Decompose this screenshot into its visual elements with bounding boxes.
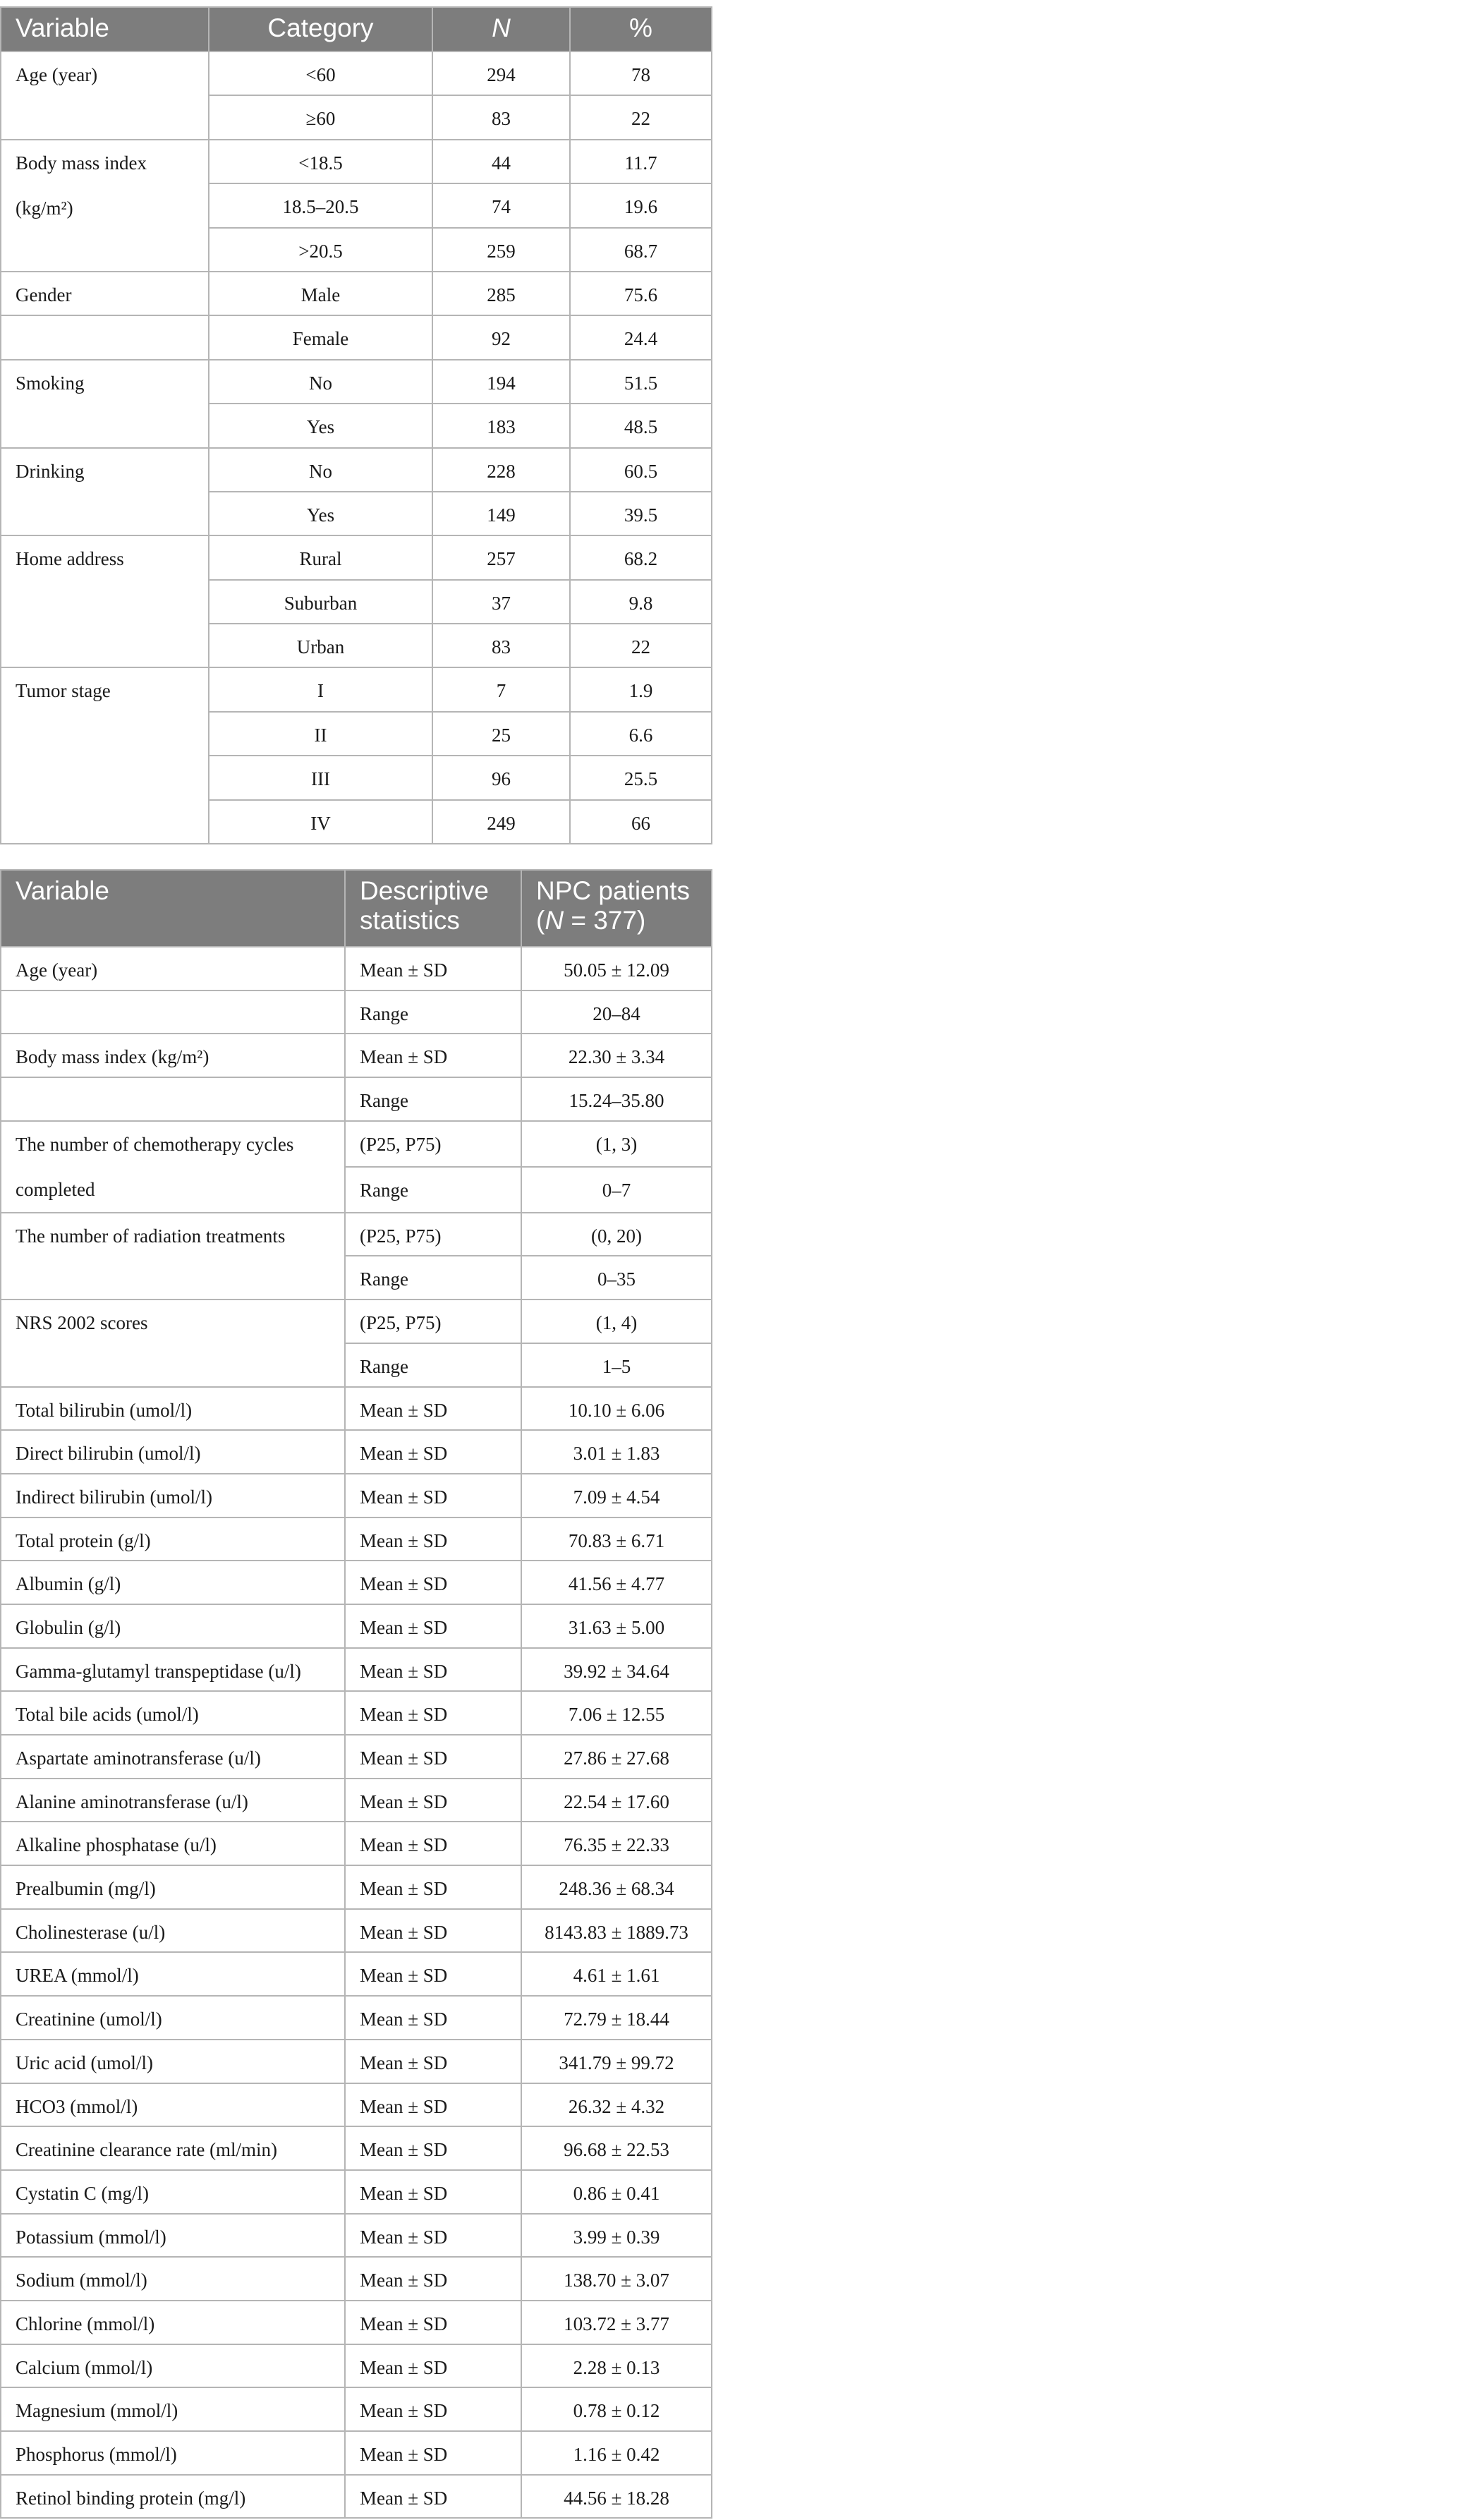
n-cell: 74 [432,183,570,227]
table-row [1,2431,712,2475]
n-cell: 83 [432,624,570,667]
descriptive-statistic-cell: Mean ± SD [345,1034,521,1077]
table-row [1,2387,712,2431]
descriptive-statistic-cell: Mean ± SD [345,2431,521,2475]
variable-cell: Indirect bilirubin (umol/l) [1,1474,345,1518]
npc-value-cell: 15.24–35.80 [521,1077,712,1121]
npc-value-cell: 4.61 ± 1.61 [521,1952,712,1996]
variable-cell: NRS 2002 scores [1,1300,345,1386]
table-row [1,1735,712,1779]
npc-value-cell: 2.28 ± 0.13 [521,2344,712,2388]
descriptive-statistic-cell: Mean ± SD [345,947,521,991]
descriptive-statistic-cell: Mean ± SD [345,1735,521,1779]
npc-value-cell: 248.36 ± 68.34 [521,1865,712,1909]
descriptive-statistic-cell: Mean ± SD [345,2040,521,2083]
npc-value-cell: 1.16 ± 0.42 [521,2431,712,2475]
category-cell: Urban [209,624,432,667]
n-cell: 83 [432,95,570,139]
npc-value-cell: 26.32 ± 4.32 [521,2083,712,2127]
variable-cell: Globulin (g/l) [1,1604,345,1648]
variable-cell: Uric acid (umol/l) [1,2040,345,2083]
category-cell: 18.5–20.5 [209,183,432,227]
descriptive-statistic-cell: Mean ± SD [345,1648,521,1692]
descriptive-statistic-cell: Mean ± SD [345,1822,521,1865]
table-header-row [1,7,712,52]
category-cell: Male [209,272,432,315]
category-cell: Yes [209,492,432,535]
table-row [1,667,712,711]
variable-cell: Drinking [1,448,209,536]
category-cell: <60 [209,52,432,95]
variable-cell: Cholinesterase (u/l) [1,1909,345,1953]
descriptive-statistic-cell: Mean ± SD [345,2344,521,2388]
column-header-descriptive-statistics: Descriptive statistics [345,870,521,947]
demographics-table-body [1,52,712,844]
table-row [1,535,712,579]
table-row [1,1909,712,1953]
n-cell: 37 [432,580,570,624]
table-row [1,140,712,183]
table-row [1,2040,712,2083]
variable-cell: Alkaline phosphatase (u/l) [1,1822,345,1865]
npc-value-cell: 31.63 ± 5.00 [521,1604,712,1648]
table-header-row [1,870,712,947]
variable-cell: Home address [1,535,209,667]
clinical-statistics-table [0,869,712,2519]
percent-cell: 51.5 [570,360,712,404]
column-header-npc-patients: NPC patients (N = 377) [521,870,712,947]
descriptive-statistic-cell: Range [345,1343,521,1387]
variable-cell: Age (year) [1,947,345,991]
clinical-statistics-table-body [1,947,712,2518]
npc-value-cell: (1, 3) [521,1121,712,1167]
table-row [1,272,712,315]
variable-cell: Calcium (mmol/l) [1,2344,345,2388]
n-cell: 228 [432,448,570,492]
percent-cell: 22 [570,624,712,667]
variable-cell: Albumin (g/l) [1,1561,345,1604]
table-row [1,1691,712,1735]
variable-cell: Gender [1,272,209,315]
percent-cell: 11.7 [570,140,712,183]
variable-cell: Prealbumin (mg/l) [1,1865,345,1909]
npc-value-cell: 103.72 ± 3.77 [521,2301,712,2344]
table-row [1,2344,712,2388]
npc-value-cell: 96.68 ± 22.53 [521,2126,712,2170]
npc-value-cell: 0–7 [521,1167,712,1213]
descriptive-statistic-cell: Mean ± SD [345,1430,521,1474]
percent-cell: 24.4 [570,315,712,359]
descriptive-statistic-cell: Mean ± SD [345,2214,521,2258]
variable-cell: Body mass index (kg/m²) [1,140,209,272]
variable-cell: Total bilirubin (umol/l) [1,1387,345,1431]
table-row [1,2475,712,2519]
npc-value-cell: 1–5 [521,1343,712,1387]
descriptive-statistic-cell: Range [345,991,521,1034]
descriptive-statistic-cell: Mean ± SD [345,2475,521,2519]
table-row [1,1952,712,1996]
column-header-category: Category [209,7,432,52]
table-row [1,1822,712,1865]
table-row [1,1996,712,2040]
n-cell: 249 [432,800,570,844]
percent-cell: 25.5 [570,756,712,799]
table-row [1,360,712,404]
percent-cell: 60.5 [570,448,712,492]
table-row [1,315,712,359]
variable-cell: Total protein (g/l) [1,1518,345,1561]
variable-cell: HCO3 (mmol/l) [1,2083,345,2127]
descriptive-statistic-cell: Range [345,1167,521,1213]
variable-cell: UREA (mmol/l) [1,1952,345,1996]
table-row [1,2257,712,2301]
percent-cell: 48.5 [570,404,712,447]
column-header-percent: % [570,7,712,52]
table-row [1,2214,712,2258]
percent-cell: 39.5 [570,492,712,535]
category-cell: >20.5 [209,228,432,272]
descriptive-statistic-cell: Mean ± SD [345,1779,521,1822]
n-cell: 96 [432,756,570,799]
descriptive-statistic-cell: Mean ± SD [345,1387,521,1431]
table-row [1,1518,712,1561]
table-row [1,448,712,492]
descriptive-statistic-cell: Mean ± SD [345,1604,521,1648]
table-row [1,2301,712,2344]
descriptive-statistic-cell: (P25, P75) [345,1121,521,1167]
percent-cell: 22 [570,95,712,139]
npc-value-cell: 0.78 ± 0.12 [521,2387,712,2431]
variable-cell: Direct bilirubin (umol/l) [1,1430,345,1474]
descriptive-statistic-cell: Mean ± SD [345,2257,521,2301]
variable-cell: Cystatin C (mg/l) [1,2170,345,2214]
variable-cell: Total bile acids (umol/l) [1,1691,345,1735]
category-cell: Suburban [209,580,432,624]
npc-value-cell: 20–84 [521,991,712,1034]
variable-cell: Tumor stage [1,667,209,844]
variable-cell: Alanine aminotransferase (u/l) [1,1779,345,1822]
npc-value-cell: 39.92 ± 34.64 [521,1648,712,1692]
table-row [1,1077,712,1121]
percent-cell: 19.6 [570,183,712,227]
percent-cell: 78 [570,52,712,95]
descriptive-statistic-cell: Mean ± SD [345,1561,521,1604]
category-cell: <18.5 [209,140,432,183]
npc-value-cell: 138.70 ± 3.07 [521,2257,712,2301]
table-row [1,1121,712,1167]
variable-cell [1,315,209,359]
descriptive-statistic-cell: Mean ± SD [345,1996,521,2040]
variable-cell: Phosphorus (mmol/l) [1,2431,345,2475]
npc-value-cell: 41.56 ± 4.77 [521,1561,712,1604]
variable-cell: Gamma-glutamyl transpeptidase (u/l) [1,1648,345,1692]
n-cell: 194 [432,360,570,404]
descriptive-statistic-cell: Range [345,1077,521,1121]
npc-value-cell: 76.35 ± 22.33 [521,1822,712,1865]
variable-cell: The number of radiation treatments [1,1213,345,1300]
variable-cell: Smoking [1,360,209,448]
npc-value-cell: (0, 20) [521,1213,712,1256]
descriptive-statistic-cell: Mean ± SD [345,1691,521,1735]
variable-cell [1,991,345,1034]
column-header-n: N [432,7,570,52]
npc-value-cell: 70.83 ± 6.71 [521,1518,712,1561]
npc-value-cell: 50.05 ± 12.09 [521,947,712,991]
category-cell: No [209,360,432,404]
descriptive-statistic-cell: (P25, P75) [345,1213,521,1256]
table-row [1,2126,712,2170]
npc-value-cell: 72.79 ± 18.44 [521,1996,712,2040]
n-cell: 149 [432,492,570,535]
n-cell: 183 [432,404,570,447]
category-cell: Yes [209,404,432,447]
n-cell: 259 [432,228,570,272]
npc-value-cell: 3.01 ± 1.83 [521,1430,712,1474]
descriptive-statistic-cell: Mean ± SD [345,2387,521,2431]
npc-value-cell: 27.86 ± 27.68 [521,1735,712,1779]
demographics-table [0,6,712,844]
descriptive-statistic-cell: Mean ± SD [345,1865,521,1909]
npc-value-cell: 0–35 [521,1256,712,1300]
n-cell: 285 [432,272,570,315]
npc-value-cell: 7.06 ± 12.55 [521,1691,712,1735]
variable-cell: Aspartate aminotransferase (u/l) [1,1735,345,1779]
table-row [1,2170,712,2214]
percent-cell: 6.6 [570,712,712,756]
npc-value-cell: 7.09 ± 4.54 [521,1474,712,1518]
variable-cell: Retinol binding protein (mg/l) [1,2475,345,2519]
npc-value-cell: 44.56 ± 18.28 [521,2475,712,2519]
variable-cell: Creatinine (umol/l) [1,1996,345,2040]
table-row [1,1561,712,1604]
descriptive-statistic-cell: Mean ± SD [345,1474,521,1518]
n-cell: 25 [432,712,570,756]
table-row [1,1779,712,1822]
n-cell: 92 [432,315,570,359]
npc-value-cell: 3.99 ± 0.39 [521,2214,712,2258]
percent-cell: 75.6 [570,272,712,315]
n-cell: 257 [432,535,570,579]
variable-cell: Sodium (mmol/l) [1,2257,345,2301]
npc-value-cell: (1, 4) [521,1300,712,1343]
category-cell: II [209,712,432,756]
table-row [1,947,712,991]
table-row [1,1865,712,1909]
percent-cell: 9.8 [570,580,712,624]
percent-cell: 66 [570,800,712,844]
table-row [1,1300,712,1343]
category-cell: III [209,756,432,799]
category-cell: No [209,448,432,492]
table-row [1,52,712,95]
table-row [1,991,712,1034]
variable-cell: Chlorine (mmol/l) [1,2301,345,2344]
category-cell: ≥60 [209,95,432,139]
variable-cell [1,1077,345,1121]
npc-value-cell: 22.54 ± 17.60 [521,1779,712,1822]
descriptive-statistic-cell: Range [345,1256,521,1300]
percent-cell: 1.9 [570,667,712,711]
descriptive-statistic-cell: Mean ± SD [345,2301,521,2344]
category-cell: I [209,667,432,711]
percent-cell: 68.7 [570,228,712,272]
npc-value-cell: 10.10 ± 6.06 [521,1387,712,1431]
table-row [1,1648,712,1692]
table-row [1,1430,712,1474]
column-header-variable: Variable [1,870,345,947]
table-row [1,1034,712,1077]
variable-cell: Body mass index (kg/m²) [1,1034,345,1077]
descriptive-statistic-cell: Mean ± SD [345,1518,521,1561]
table-row [1,1213,712,1256]
n-cell: 44 [432,140,570,183]
variable-cell: Age (year) [1,52,209,140]
descriptive-statistic-cell: Mean ± SD [345,1952,521,1996]
npc-value-cell: 341.79 ± 99.72 [521,2040,712,2083]
n-cell: 7 [432,667,570,711]
descriptive-statistic-cell: Mean ± SD [345,2083,521,2127]
variable-cell: The number of chemotherapy cycles completed [1,1121,345,1213]
descriptive-statistic-cell: Mean ± SD [345,2126,521,2170]
table-row [1,1604,712,1648]
table-row [1,1474,712,1518]
descriptive-statistic-cell: Mean ± SD [345,2170,521,2214]
npc-value-cell: 8143.83 ± 1889.73 [521,1909,712,1953]
variable-cell: Creatinine clearance rate (ml/min) [1,2126,345,2170]
column-header-variable: Variable [1,7,209,52]
npc-value-cell: 0.86 ± 0.41 [521,2170,712,2214]
npc-value-cell: 22.30 ± 3.34 [521,1034,712,1077]
variable-cell: Potassium (mmol/l) [1,2214,345,2258]
variable-cell: Magnesium (mmol/l) [1,2387,345,2431]
descriptive-statistic-cell: (P25, P75) [345,1300,521,1343]
category-cell: Rural [209,535,432,579]
descriptive-statistic-cell: Mean ± SD [345,1909,521,1953]
table-row [1,2083,712,2127]
percent-cell: 68.2 [570,535,712,579]
table-row [1,1387,712,1431]
category-cell: Female [209,315,432,359]
category-cell: IV [209,800,432,844]
n-cell: 294 [432,52,570,95]
